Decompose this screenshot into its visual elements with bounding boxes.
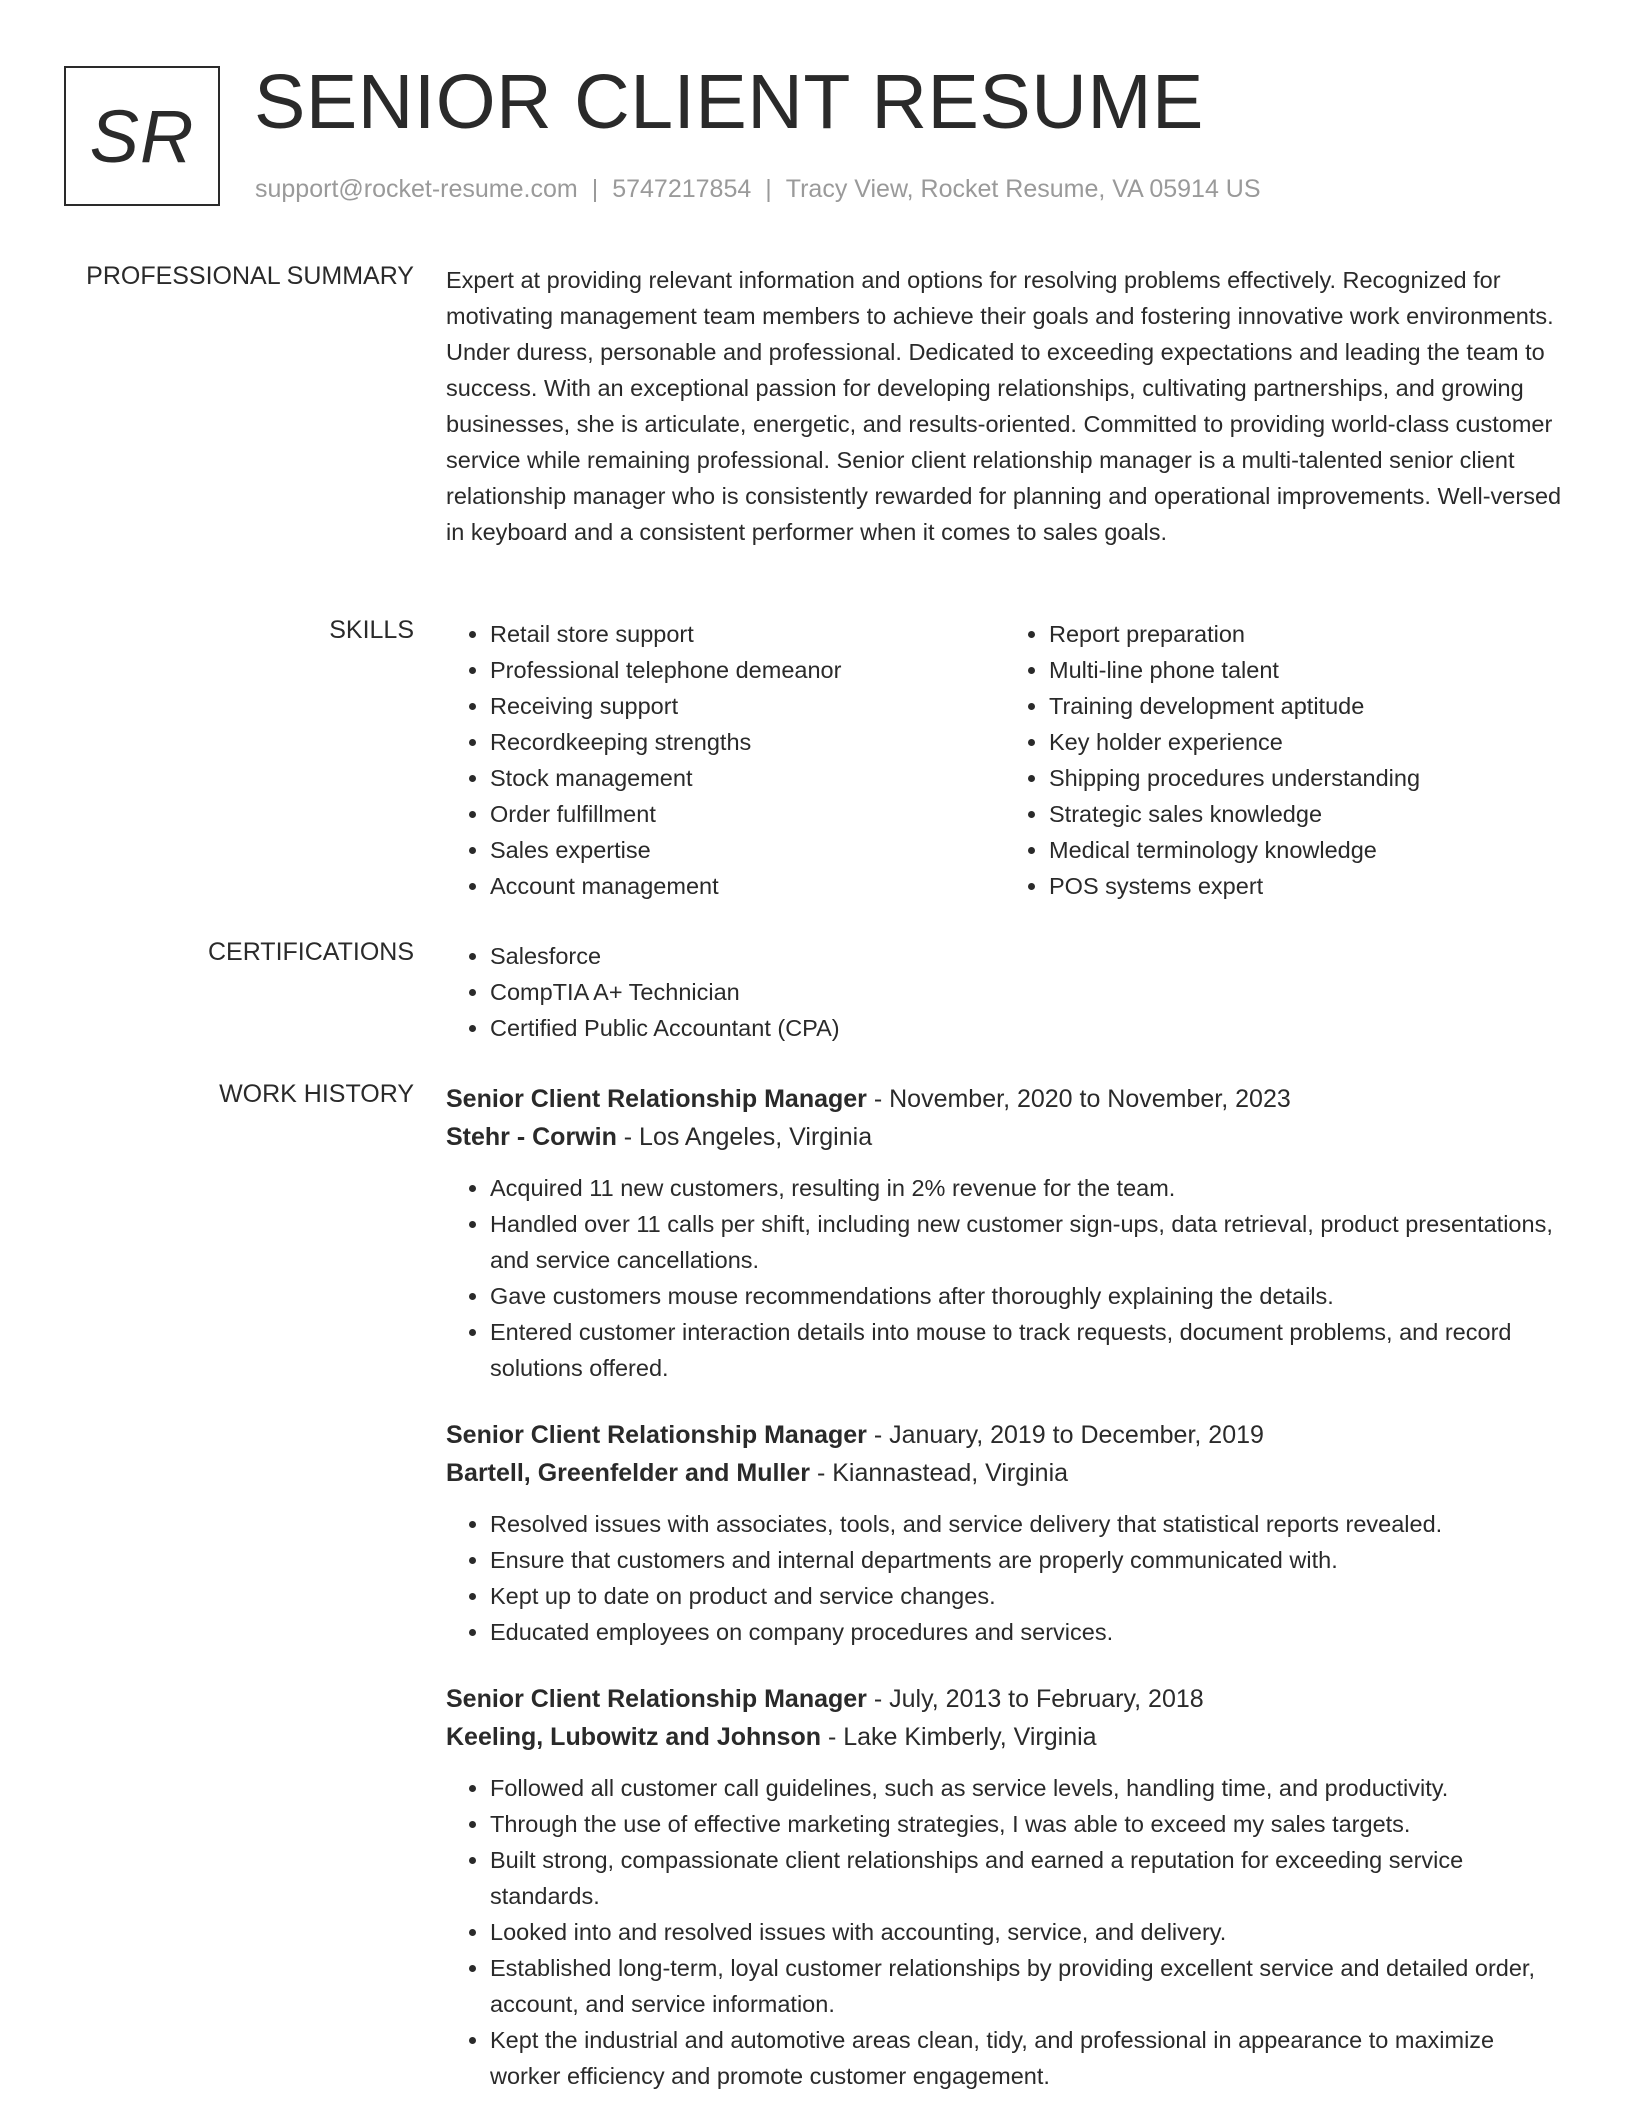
contact-address: Tracy View, Rocket Resume, VA 05914 US xyxy=(785,175,1261,203)
job-bullet: • Followed all customer call guidelines, such as service levels, handling time, and productivity. xyxy=(490,1770,1564,1806)
job-bullet: • Through the use of effective marketing strategies, I was able to exceed my sales targets. xyxy=(490,1806,1564,1842)
job-bullet: • Kept the industrial and automotive areas clean, tidy, and professional in appearance to maximize worker efficiency and promote customer engagement. xyxy=(490,2022,1564,2094)
job-entry xyxy=(446,1080,1564,1386)
job-bullet: • Gave customers mouse recommendations after thoroughly explaining the details. xyxy=(490,1278,1564,1314)
skill-item: • Shipping procedures understanding xyxy=(1049,760,1564,796)
certifications-list xyxy=(446,938,1564,1046)
skill-item: • Medical terminology knowledge xyxy=(1049,832,1564,868)
skill-item: • Receiving support xyxy=(490,688,1005,724)
job-title: Senior Client Relationship Manager xyxy=(446,1685,867,1713)
resume-title: SENIOR CLIENT RESUME xyxy=(254,59,1204,145)
certification-item: • CompTIA A+ Technician xyxy=(490,974,1564,1010)
skill-item: • Professional telephone demeanor xyxy=(490,652,1005,688)
skill-item: • Training development aptitude xyxy=(1049,688,1564,724)
job-bullets xyxy=(446,1170,1564,1386)
job-title: Senior Client Relationship Manager xyxy=(446,1085,867,1113)
contact-separator: | xyxy=(765,175,772,203)
skill-item: • Report preparation xyxy=(1049,616,1564,652)
contact-email: support@rocket-resume.com xyxy=(255,175,578,203)
job-bullet: • Handled over 11 calls per shift, including new customer sign-ups, data retrieval, product presentations, and service cancellations. xyxy=(490,1206,1564,1278)
skill-item: • Account management xyxy=(490,868,1005,904)
monogram: SR xyxy=(64,66,220,206)
job-bullet: • Entered customer interaction details into mouse to track requests, document problems, and record solutions offered. xyxy=(490,1314,1564,1386)
summary-text: Expert at providing relevant information and options for resolving problems effectively. Recognized for motivating management team members to achieve their goals and fostering innovative work environments. Under duress, personable and professional. Dedicated to exceeding expectations and leading the team to success. With an exceptional passion for developing relationships, cultivating partnerships, and growing businesses, she is articulate, energetic, and results-oriented. Committed to providing world-class customer service while remaining professional. Senior client relationship manager is a multi-talented senior client relationship manager who is consistently rewarded for planning and operational improvements. Well-versed in keyboard and a consistent performer when it comes to sales goals. xyxy=(446,267,1562,545)
job-company: Bartell, Greenfelder and Muller xyxy=(446,1459,810,1487)
job-bullet: • Looked into and resolved issues with accounting, service, and delivery. xyxy=(490,1914,1564,1950)
job-company-line xyxy=(446,1454,1564,1492)
job-title-line xyxy=(446,1416,1564,1454)
job-entry xyxy=(446,1416,1564,1650)
job-bullets xyxy=(446,1506,1564,1650)
job-dates: - November, 2020 to November, 2023 xyxy=(866,1085,1291,1113)
skill-item: • Retail store support xyxy=(490,616,1005,652)
job-bullet: • Kept up to date on product and service changes. xyxy=(490,1578,1564,1614)
job-company-line xyxy=(446,1718,1564,1756)
job-company: Keeling, Lubowitz and Johnson xyxy=(446,1723,821,1751)
job-company: Stehr - Corwin xyxy=(446,1123,617,1151)
section-label-skills: SKILLS xyxy=(329,616,414,644)
job-title: Senior Client Relationship Manager xyxy=(446,1421,867,1449)
skill-item: • Stock management xyxy=(490,760,1005,796)
job-title-line xyxy=(446,1680,1564,1718)
job-title-line xyxy=(446,1080,1564,1118)
job-location: - Kiannastead, Virginia xyxy=(810,1459,1069,1487)
contact-line xyxy=(255,175,1261,204)
job-bullet: • Built strong, compassionate client relationships and earned a reputation for exceeding service standards. xyxy=(490,1842,1564,1914)
section-label-summary: PROFESSIONAL SUMMARY xyxy=(86,262,414,290)
job-bullets xyxy=(446,1770,1564,2094)
job-entry xyxy=(446,1680,1564,2094)
section-label-work-history: WORK HISTORY xyxy=(219,1080,414,1108)
contact-separator: | xyxy=(591,175,599,203)
certification-item: • Certified Public Accountant (CPA) xyxy=(490,1010,1564,1046)
job-bullet: • Educated employees on company procedures and services. xyxy=(490,1614,1564,1650)
section-label-certifications: CERTIFICATIONS xyxy=(207,938,414,966)
skill-item: • POS systems expert xyxy=(1049,868,1564,904)
skills-list-left xyxy=(446,616,1005,904)
job-bullet: • Acquired 11 new customers, resulting in 2% revenue for the team. xyxy=(490,1170,1564,1206)
contact-phone: 5747217854 xyxy=(612,175,752,203)
skill-item: • Order fulfillment xyxy=(490,796,1005,832)
job-bullet: • Established long-term, loyal customer relationships by providing excellent service and detailed order, account, and service information. xyxy=(490,1950,1564,2022)
skill-item: • Multi-line phone talent xyxy=(1049,652,1564,688)
job-bullet: • Resolved issues with associates, tools, and service delivery that statistical reports revealed. xyxy=(490,1506,1564,1542)
skills-list-right xyxy=(1005,616,1564,904)
job-dates: - January, 2019 to December, 2019 xyxy=(866,1421,1264,1449)
skill-item: • Sales expertise xyxy=(490,832,1005,868)
certification-item: • Salesforce xyxy=(490,938,1564,974)
job-bullet: • Ensure that customers and internal departments are properly communicated with. xyxy=(490,1542,1564,1578)
skill-item: • Recordkeeping strengths xyxy=(490,724,1005,760)
job-company-line xyxy=(446,1118,1564,1156)
skill-item: • Key holder experience xyxy=(1049,724,1564,760)
job-dates: - July, 2013 to February, 2018 xyxy=(866,1685,1204,1713)
job-location: - Lake Kimberly, Virginia xyxy=(821,1723,1097,1751)
skill-item: • Strategic sales knowledge xyxy=(1049,796,1564,832)
job-location: - Los Angeles, Virginia xyxy=(616,1123,873,1151)
